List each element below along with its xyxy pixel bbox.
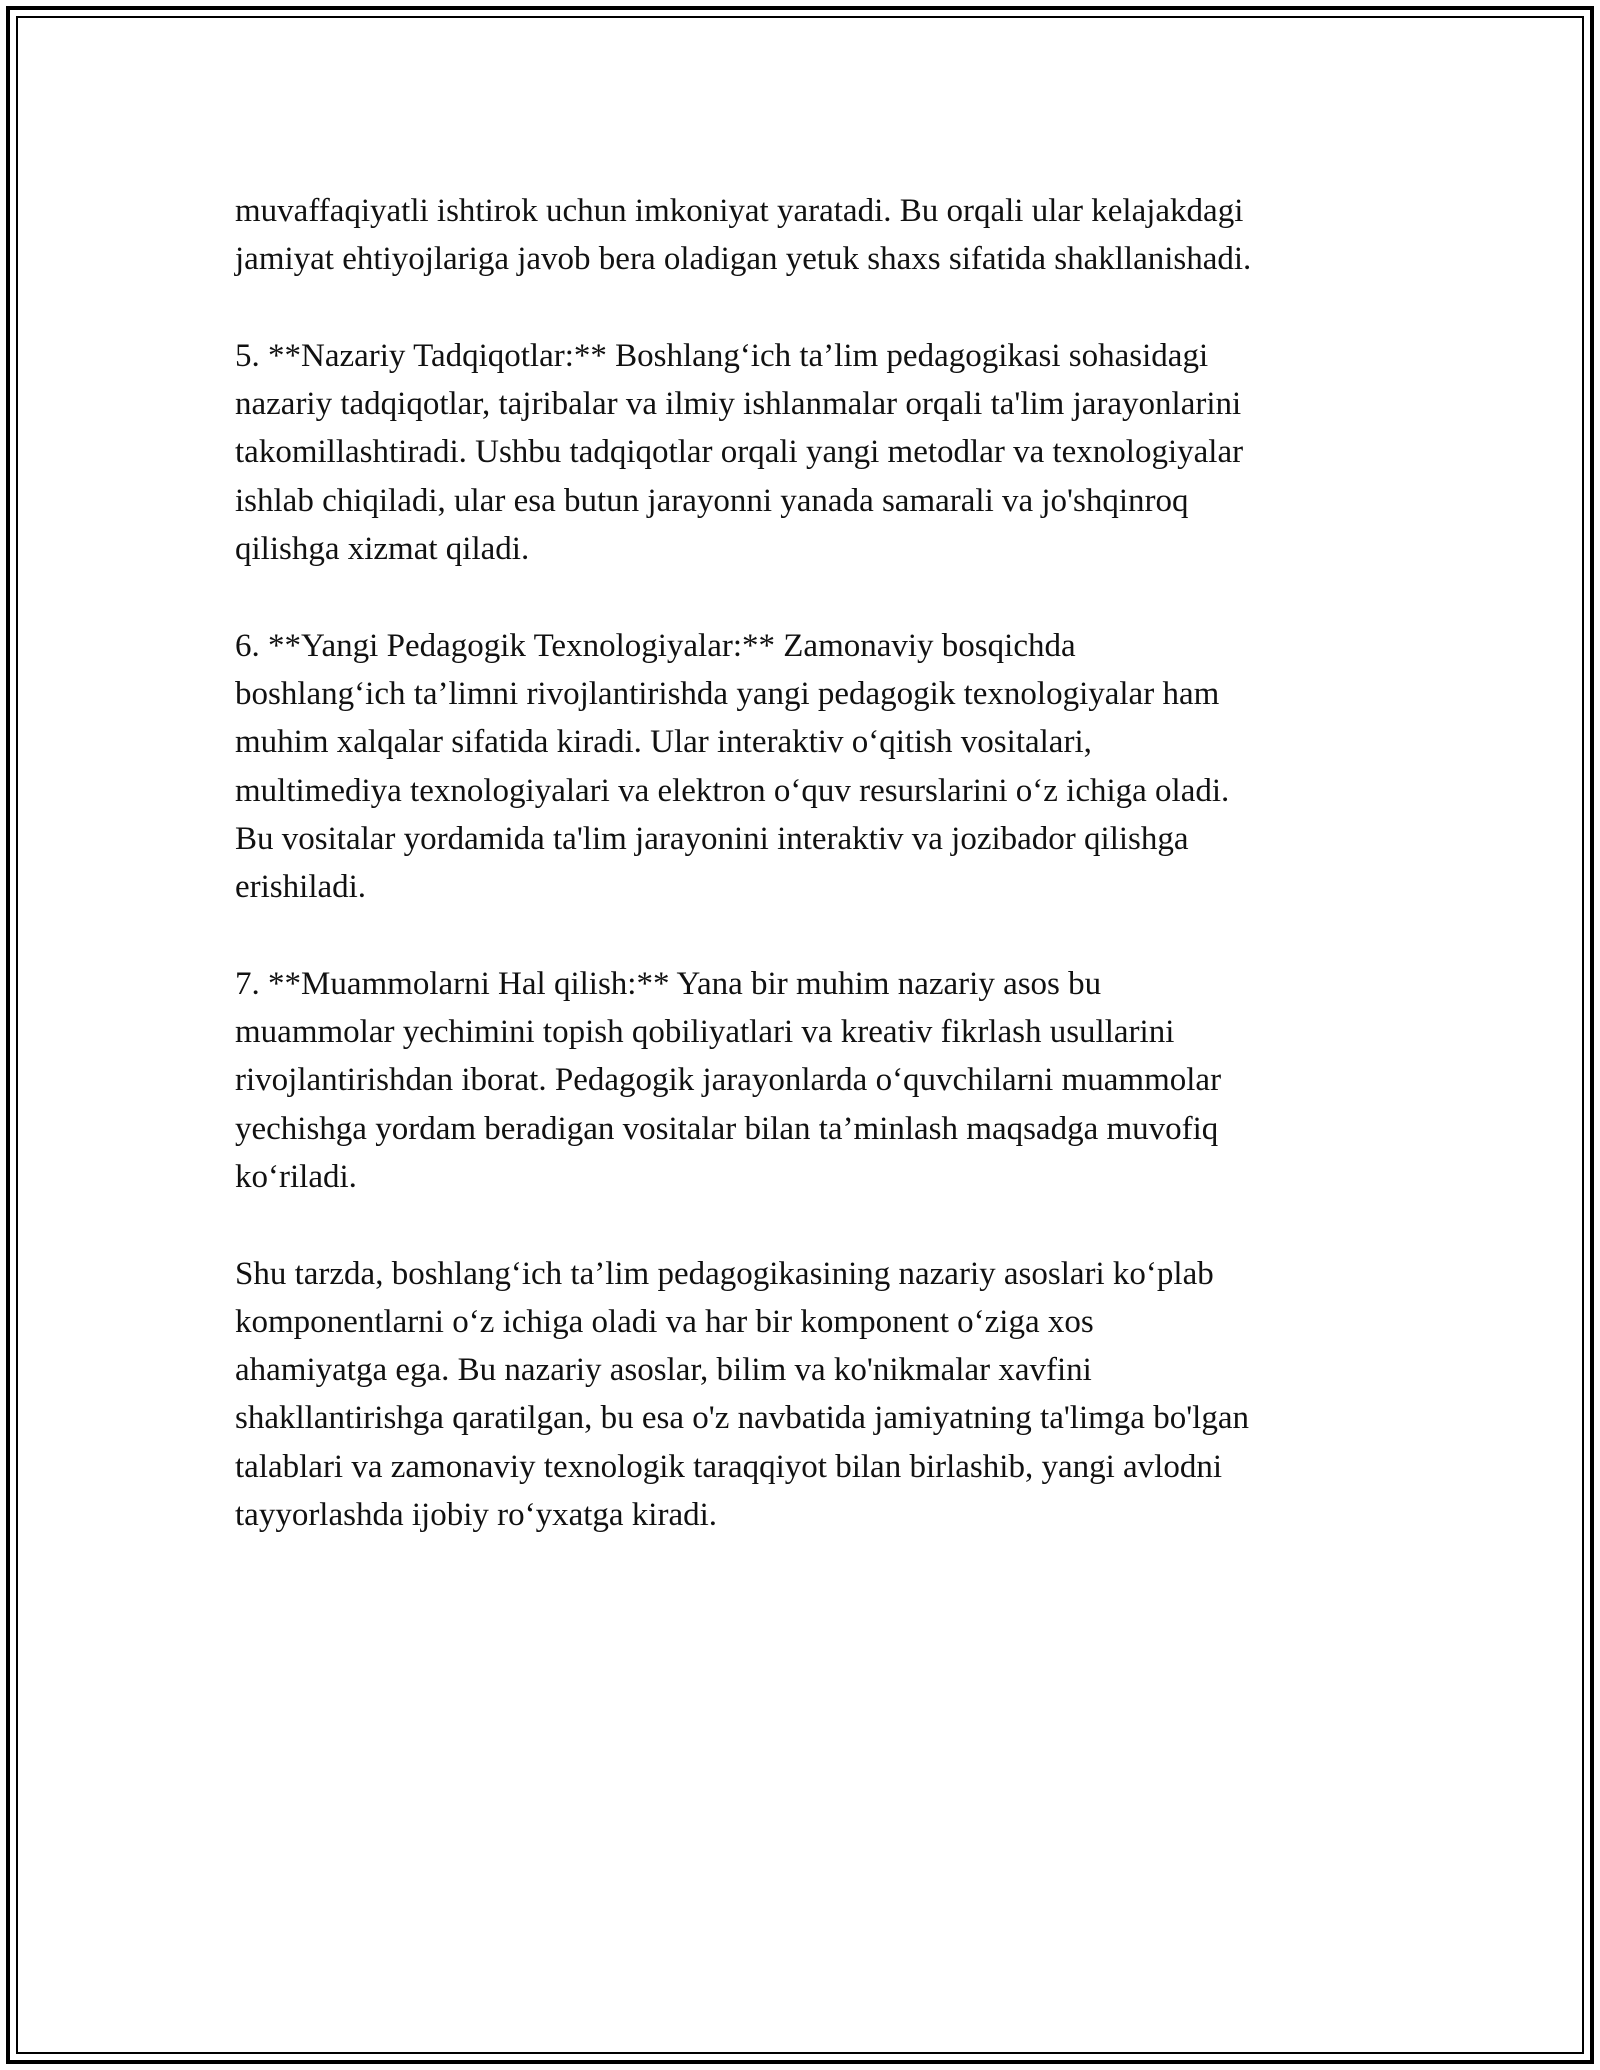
text-line: ko‘riladi. [235, 1158, 357, 1195]
paragraph-item-5-theoretical-research [235, 332, 1395, 573]
text-line: 6. **Yangi Pedagogik Texnologiyalar:** Zamonaviy bosqichda [235, 627, 1076, 664]
text-line: muhim xalqalar sifatida kiradi. Ular interaktiv o‘qitish vositalari, [235, 724, 1092, 761]
text-line: rivojlantirishdan iborat. Pedagogik jarayonlarda o‘quvchilarni muammolar [235, 1062, 1222, 1099]
text-line: jamiyat ehtiyojlariga javob bera oladigan yetuk shaxs sifatida shakllanishadi. [235, 241, 1252, 278]
text-line: ahamiyatga ega. Bu nazariy asoslar, bilim va ko'nikmalar xavfini [235, 1352, 1092, 1389]
paragraph-conclusion [235, 1250, 1395, 1540]
text-line: muvaffaqiyatli ishtirok uchun imkoniyat yaratadi. Bu orqali ular kelajakdagi [235, 193, 1244, 229]
text-line: shakllantirishga qaratilgan, bu esa o'z navbatida jamiyatning ta'limga bo'lgan [235, 1400, 1249, 1437]
paragraph-item-7-problem-solving [235, 960, 1395, 1201]
text-line: erishiladi. [235, 869, 367, 906]
text-line: muammolar yechimini topish qobiliyatlari va kreativ fikrlash usullarini [235, 1014, 1175, 1051]
text-line: takomillashtiradi. Ushbu tadqiqotlar orqali yangi metodlar va texnologiyalar [235, 434, 1244, 471]
text-line: ishlab chiqiladi, ular esa butun jarayonni yanada samarali va jo'shqinroq [235, 482, 1189, 519]
text-line: Bu vositalar yordamida ta'lim jarayonini interaktiv va jozibador qilishga [235, 820, 1189, 857]
text-line: Shu tarzda, boshlang‘ich ta’lim pedagogikasining nazariy asoslari ko‘plab [235, 1255, 1214, 1292]
text-line: 7. **Muammolarni Hal qilish:** Yana bir muhim nazariy asos bu [235, 965, 1102, 1002]
document-body [235, 187, 1395, 1588]
text-line: qilishga xizmat qiladi. [235, 531, 530, 568]
paragraph-intro-continuation [235, 187, 1395, 284]
text-line: boshlang‘ich ta’limni rivojlantirishda yangi pedagogik texnologiyalar ham [235, 675, 1220, 712]
text-line: talablari va zamonaviy texnologik taraqqiyot bilan birlashib, yangi avlodni [235, 1448, 1222, 1485]
text-line: komponentlarni o‘z ichiga oladi va har bir komponent o‘ziga xos [235, 1303, 1094, 1340]
text-line: tayyorlashda ijobiy ro‘yxatga kiradi. [235, 1497, 718, 1534]
text-line: multimediya texnologiyalari va elektron o‘quv resurslarini o‘z ichiga oladi. [235, 772, 1230, 809]
text-line: nazariy tadqiqotlar, tajribalar va ilmiy ishlanmalar orqali ta'lim jarayonlarini [235, 386, 1242, 423]
text-line: yechishga yordam beradigan vositalar bilan ta’minlash maqsadga muvofiq [235, 1110, 1219, 1147]
text-line: 5. **Nazariy Tadqiqotlar:** Boshlang‘ich ta’lim pedagogikasi sohasidagi [235, 337, 1209, 374]
paragraph-item-6-new-technologies [235, 622, 1395, 912]
